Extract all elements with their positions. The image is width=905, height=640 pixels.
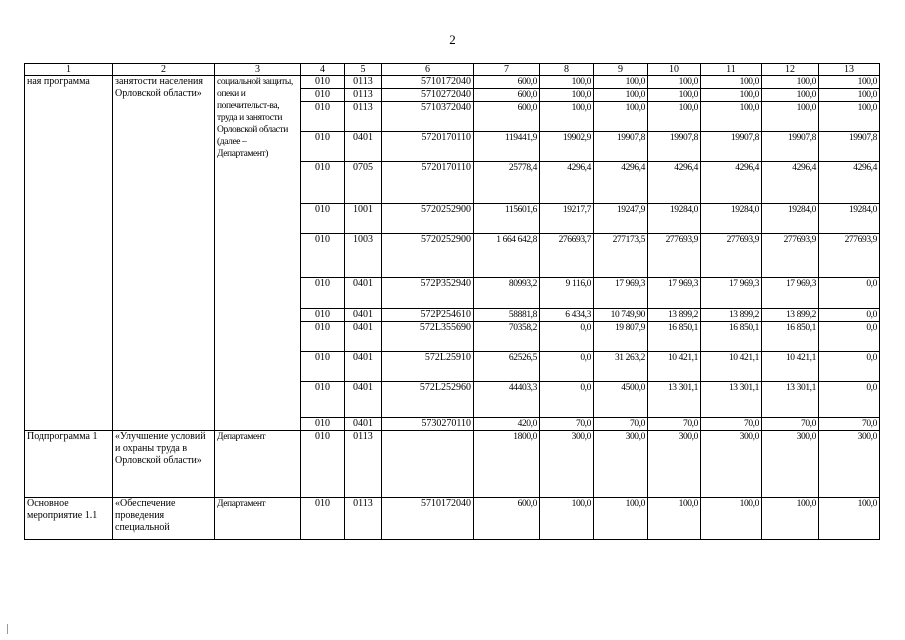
table-cell: 0,0 (819, 278, 880, 309)
table-cell: 277693,9 (762, 234, 819, 278)
column-header: 11 (701, 64, 762, 76)
table-cell: 010 (301, 102, 345, 132)
table-cell: 010 (301, 162, 345, 204)
subprogram-row (25, 431, 880, 498)
table-cell: 4296,4 (648, 162, 701, 204)
table-cell: 5710172040 (382, 76, 474, 89)
table-cell: 6 434,3 (540, 309, 594, 322)
table-cell: 010 (301, 204, 345, 234)
table-cell: 100,0 (762, 89, 819, 102)
table-cell: 010 (301, 352, 345, 382)
table-cell: 100,0 (701, 102, 762, 132)
table-cell: 0401 (345, 322, 382, 352)
table-cell: 572L25910 (382, 352, 474, 382)
column-header: 6 (382, 64, 474, 76)
table-cell: 300,0 (594, 431, 648, 498)
table-cell: 1003 (345, 234, 382, 278)
table-cell: 300,0 (648, 431, 701, 498)
table-cell: 5720170110 (382, 162, 474, 204)
budget-table (24, 63, 880, 540)
table-cell: 0113 (345, 498, 382, 540)
table-cell: 4296,4 (701, 162, 762, 204)
table-cell: 19284,0 (701, 204, 762, 234)
table-cell: 600,0 (474, 76, 540, 89)
table-cell: 17 969,3 (701, 278, 762, 309)
table-cell: 19 807,9 (594, 322, 648, 352)
table-cell: 10 421,1 (648, 352, 701, 382)
table-cell: 300,0 (819, 431, 880, 498)
table-cell: 13 301,1 (701, 382, 762, 418)
table-cell: 100,0 (701, 498, 762, 540)
table-cell: 13 301,1 (648, 382, 701, 418)
table-cell: 70358,2 (474, 322, 540, 352)
table-cell: 100,0 (648, 498, 701, 540)
table-cell (382, 431, 474, 498)
table-cell: 1 664 642,8 (474, 234, 540, 278)
table-cell: 010 (301, 382, 345, 418)
table-cell: 19902,9 (540, 132, 594, 162)
table-cell: 19907,8 (762, 132, 819, 162)
table-cell: 44403,3 (474, 382, 540, 418)
table-cell: 10 749,90 (594, 309, 648, 322)
table-cell: 010 (301, 234, 345, 278)
block-a-col1: ная программа (25, 76, 113, 431)
table-cell: 17 969,3 (762, 278, 819, 309)
table-cell: 100,0 (819, 102, 880, 132)
table-cell: 5720252900 (382, 234, 474, 278)
block-a-col2: занятости населения Орловской области» (113, 76, 215, 431)
table-cell: 100,0 (648, 76, 701, 89)
table-cell: 10 421,1 (701, 352, 762, 382)
table-cell: 572L252960 (382, 382, 474, 418)
table-cell: 13 301,1 (762, 382, 819, 418)
column-header: 8 (540, 64, 594, 76)
table-cell: 13 899,2 (648, 309, 701, 322)
table-cell: 0,0 (540, 382, 594, 418)
table-cell: 0113 (345, 76, 382, 89)
table-cell: 0113 (345, 431, 382, 498)
table-cell: 70,0 (648, 418, 701, 431)
table-cell: 5710372040 (382, 102, 474, 132)
block-a-col3: социальной защиты, опеки и попечительст-ва, труда и занятости Орловской области (далее – Департамент) (215, 76, 301, 431)
table-cell: 0,0 (540, 352, 594, 382)
table-cell: 1001 (345, 204, 382, 234)
table-cell: 0,0 (819, 322, 880, 352)
measure-executor: Департамент (215, 498, 301, 540)
table-cell: 100,0 (540, 89, 594, 102)
table-cell: 4296,4 (540, 162, 594, 204)
table-cell: 0,0 (819, 309, 880, 322)
table-cell: 19284,0 (648, 204, 701, 234)
table-cell: 70,0 (819, 418, 880, 431)
subprogram-executor: Департамент (215, 431, 301, 498)
table-cell: 010 (301, 431, 345, 498)
table-cell: 300,0 (762, 431, 819, 498)
measure-description: «Обеспечение проведения специальной (113, 498, 215, 540)
table-cell: 17 969,3 (648, 278, 701, 309)
column-header: 4 (301, 64, 345, 76)
table-cell: 100,0 (594, 76, 648, 89)
table-cell: 70,0 (540, 418, 594, 431)
subprogram-title: Подпрограмма 1 (25, 431, 113, 498)
table-cell: 19284,0 (762, 204, 819, 234)
table-cell: 16 850,1 (701, 322, 762, 352)
table-cell: 0401 (345, 278, 382, 309)
table-cell: 0401 (345, 418, 382, 431)
table-cell: 600,0 (474, 102, 540, 132)
table-cell: 276693,7 (540, 234, 594, 278)
table-cell: 0705 (345, 162, 382, 204)
table-cell: 19247,9 (594, 204, 648, 234)
table-cell: 572P352940 (382, 278, 474, 309)
table-cell: 19284,0 (819, 204, 880, 234)
page-number: 2 (449, 32, 456, 47)
table-cell: 62526,5 (474, 352, 540, 382)
table-cell: 4296,4 (819, 162, 880, 204)
table-cell: 5720252900 (382, 204, 474, 234)
scan-mark (7, 624, 8, 634)
table-cell: 300,0 (540, 431, 594, 498)
table-cell: 5710172040 (382, 498, 474, 540)
table-cell: 0,0 (819, 382, 880, 418)
table-cell: 100,0 (648, 89, 701, 102)
table-cell: 100,0 (762, 498, 819, 540)
table-cell: 100,0 (540, 498, 594, 540)
table-cell: 0401 (345, 352, 382, 382)
column-header: 5 (345, 64, 382, 76)
table-cell: 5720170110 (382, 132, 474, 162)
column-header: 13 (819, 64, 880, 76)
table-cell: 0113 (345, 89, 382, 102)
table-cell: 010 (301, 418, 345, 431)
column-header: 12 (762, 64, 819, 76)
table-cell: 010 (301, 76, 345, 89)
table-cell: 70,0 (701, 418, 762, 431)
table-cell: 010 (301, 498, 345, 540)
table-cell: 010 (301, 278, 345, 309)
table-cell: 17 969,3 (594, 278, 648, 309)
table-cell: 4500,0 (594, 382, 648, 418)
table-cell: 115601,6 (474, 204, 540, 234)
table-cell: 420,0 (474, 418, 540, 431)
column-header: 3 (215, 64, 301, 76)
table-cell: 5710272040 (382, 89, 474, 102)
table-cell: 277693,9 (648, 234, 701, 278)
table-cell: 100,0 (648, 102, 701, 132)
table-cell: 277693,9 (701, 234, 762, 278)
table-cell: 572L355690 (382, 322, 474, 352)
table-cell: 600,0 (474, 89, 540, 102)
column-header: 1 (25, 64, 113, 76)
table-cell: 277173,5 (594, 234, 648, 278)
table-cell: 100,0 (594, 498, 648, 540)
table-cell: 010 (301, 89, 345, 102)
table-cell: 100,0 (762, 76, 819, 89)
table-cell: 4296,4 (762, 162, 819, 204)
table-cell: 100,0 (819, 76, 880, 89)
table-cell: 100,0 (762, 102, 819, 132)
subprogram-description: «Улучшение условий и охраны труда в Орловской области» (113, 431, 215, 498)
column-header: 2 (113, 64, 215, 76)
table-cell: 100,0 (594, 102, 648, 132)
table-cell: 19217,7 (540, 204, 594, 234)
table-cell: 010 (301, 309, 345, 322)
measure-row (25, 498, 880, 540)
table-cell: 100,0 (701, 76, 762, 89)
table-cell: 5730270110 (382, 418, 474, 431)
table-cell: 0,0 (540, 322, 594, 352)
table-cell: 572P254610 (382, 309, 474, 322)
table-cell: 19907,8 (819, 132, 880, 162)
table-cell: 0401 (345, 309, 382, 322)
table-cell: 100,0 (594, 89, 648, 102)
table-cell: 19907,8 (594, 132, 648, 162)
table-cell: 1800,0 (474, 431, 540, 498)
column-header: 9 (594, 64, 648, 76)
table-cell: 25778,4 (474, 162, 540, 204)
table-cell: 13 899,2 (762, 309, 819, 322)
header-row (25, 64, 880, 76)
table-cell: 19907,8 (648, 132, 701, 162)
table-cell: 100,0 (540, 102, 594, 132)
column-header: 10 (648, 64, 701, 76)
table-cell: 0113 (345, 102, 382, 132)
table-cell: 70,0 (594, 418, 648, 431)
table-cell: 100,0 (819, 89, 880, 102)
table-cell: 300,0 (701, 431, 762, 498)
table-cell: 010 (301, 132, 345, 162)
table-row (25, 76, 880, 89)
table-cell: 70,0 (762, 418, 819, 431)
table-cell: 010 (301, 322, 345, 352)
table-cell: 16 850,1 (762, 322, 819, 352)
table-cell: 0401 (345, 132, 382, 162)
table-cell: 0,0 (819, 352, 880, 382)
column-header: 7 (474, 64, 540, 76)
table-cell: 19907,8 (701, 132, 762, 162)
table-cell: 13 899,2 (701, 309, 762, 322)
table-cell: 58881,8 (474, 309, 540, 322)
table-cell: 9 116,0 (540, 278, 594, 309)
table-cell: 0401 (345, 382, 382, 418)
table-cell: 277693,9 (819, 234, 880, 278)
table-cell: 100,0 (701, 89, 762, 102)
table-cell: 119441,9 (474, 132, 540, 162)
table-cell: 600,0 (474, 498, 540, 540)
table-cell: 4296,4 (594, 162, 648, 204)
measure-title: Основное мероприятие 1.1 (25, 498, 113, 540)
table-cell: 100,0 (540, 76, 594, 89)
table-cell: 10 421,1 (762, 352, 819, 382)
table-cell: 31 263,2 (594, 352, 648, 382)
table-cell: 16 850,1 (648, 322, 701, 352)
table-cell: 80993,2 (474, 278, 540, 309)
table-cell: 100,0 (819, 498, 880, 540)
